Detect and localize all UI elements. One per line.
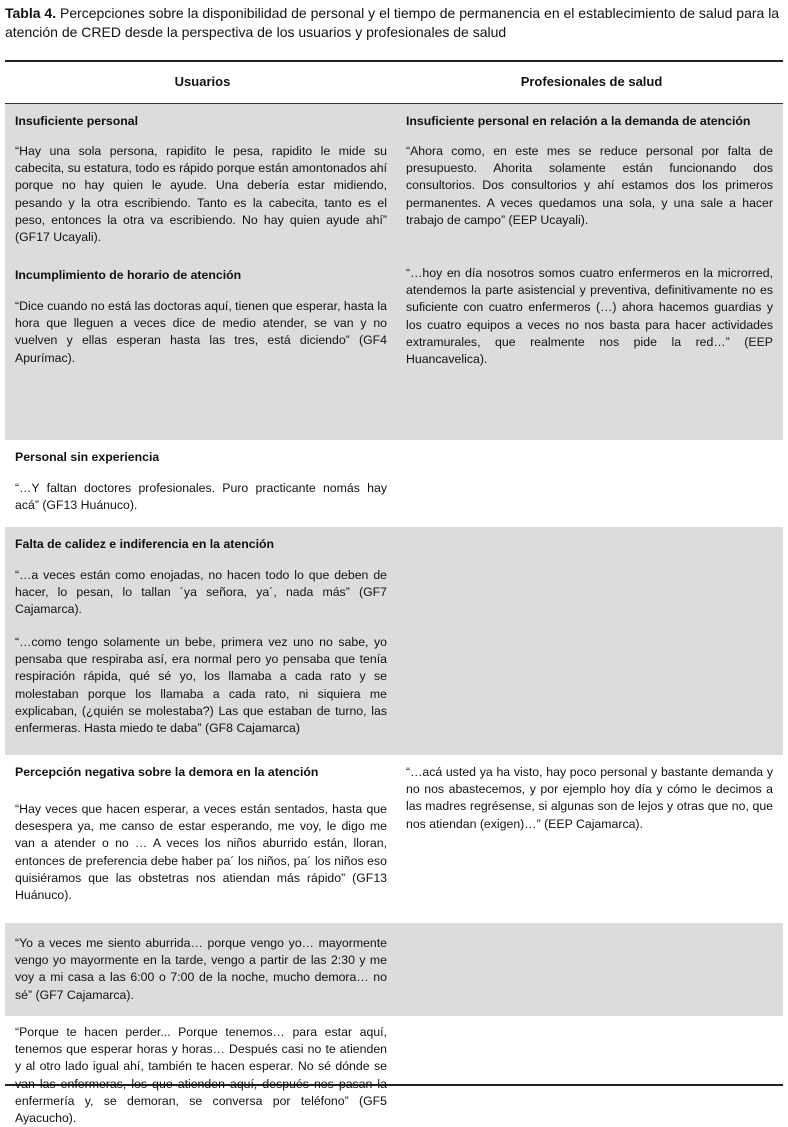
quote: “Hay una sola persona, rapidito le pesa, rapidito le mide su cabecita, su estatura, todo es rápido porque están amontonados ahí porque no hay quien le ayude. Una debería estar midiendo, pesando y la otra escribiendo. Tanto es la cabecita, tanto es el peso, entonces la otra va escribiendo. No hay quien ayude ahí” (GF17 Ucayali). bbox=[15, 144, 387, 245]
quote: “Yo a veces me siento aburrida… porque vengo yo… mayormente vengo yo mayormente en la tarde, vengo a partir de las 2:30 y me voy a mi casa a las 6:00 o 7:00 de la noche, mucho demora… no sé” (GF7 Cajamarca). bbox=[15, 936, 387, 1002]
section-heading: Personal sin experiencia bbox=[15, 450, 160, 464]
caption-text: Percepciones sobre la disponibilidad de personal y el tiempo de permanencia en el establecimiento de salud para la atención de CRED desde la perspectiva de los usuarios y profesionales de salud bbox=[5, 5, 780, 40]
header-users: Usuarios bbox=[174, 74, 231, 89]
table-header-row bbox=[5, 62, 783, 104]
header-professionals: Profesionales de salud bbox=[520, 74, 663, 89]
quote: “Hay veces que hacen esperar, a veces están sentados, hasta que desespera ya, me canso de estar esperando, me voy, le digo me van a atender o no … A veces los niños aburrido están, lloran, entonces de preferencia debe haber pa´ los niños, pa´ los niños eso quisiéramos que las obstetras nos atiendan más rápido” (GF13 Huánuco). bbox=[15, 802, 387, 903]
quote: “Ahora como, en este mes se reduce personal por falta de presupuesto. Ahorita solamente están funcionando dos consultorios. Dos consultorios y ahí estamos dos los primeros permanentes. A veces quedamos una sola, y una sale a hacer trabajo de campo” (EEP Ucayali). bbox=[406, 144, 773, 227]
section-delay-perception bbox=[5, 755, 783, 923]
quote: “Dice cuando no está las doctoras aquí, tienen que esperar, hasta la hora que lleguen a veces dice de medio atender, se van y no vuelven y ellas esperan hasta las tres, está diciendo” (GF4 Apurímac). bbox=[15, 299, 387, 365]
quote: “Porque te hacen perder... Porque tenemos… para estar aquí, tenemos que esperar horas y horas… Después casi no te atienden y al otro lado igual ahí, también te hacen esperar. No sé dónde se van las enfermeras, los que atienden aquí, después nos pasan la enfermería y, se demoran, se conversa por teléfono” (GF5 Ayacucho). bbox=[15, 1025, 387, 1126]
section-heading: Insuficiente personal en relación a la demanda de atención bbox=[406, 114, 751, 128]
perceptions-table bbox=[5, 60, 783, 1126]
section-insufficient-staff bbox=[5, 104, 783, 440]
section-heading: Insuficiente personal bbox=[15, 114, 138, 128]
section-lack-of-warmth bbox=[5, 527, 783, 755]
quote: “…Y faltan doctores profesionales. Puro practicante nomás hay acá” (GF13 Huánuco). bbox=[15, 481, 387, 513]
section-inexperienced-staff bbox=[5, 440, 783, 527]
section-heading: Percepción negativa sobre la demora en la atención bbox=[15, 765, 319, 779]
section-delay-quote-3 bbox=[5, 1016, 783, 1126]
section-heading: Incumplimiento de horario de atención bbox=[15, 268, 242, 282]
table-caption bbox=[5, 4, 785, 42]
quote: “…como tengo solamente un bebe, primera vez uno no sabe, yo pensaba que respiraba así, era normal pero yo pensaba que tenía respiración rápida, qué sé yo, los llamaba a cada rato y se molestaban porque los llamaba a cada rato, ni siquiera me explicaban, (¿quién se molestaba?) Las que estaban de turno, las enfermeras. Hasta miedo te daba” (GF8 Cajamarca) bbox=[15, 635, 387, 736]
section-delay-quote-2 bbox=[5, 923, 783, 1016]
section-heading: Falta de calidez e indiferencia en la atención bbox=[15, 537, 275, 551]
quote: “…hoy en día nosotros somos cuatro enfermeros en la microrred, atendemos la parte asistencial y preventiva, definitivamente no es suficiente con cuatro enfermeros (…) ahora hacemos guardias y los cuatro equipos a veces no nos basta para hacer actividades extramurales, que realmente nos pide la red…” (EEP Huancavelica). bbox=[406, 266, 773, 367]
quote: “…acá usted ya ha visto, hay poco personal y bastante demanda y no nos abastecemos, y por ejemplo hoy día y cómo le decimos a las madres regrésense, si algunas son de lejos y otras que no, que nos atiendan (exigen)…” (EEP Cajamarca). bbox=[406, 765, 773, 831]
quote: “…a veces están como enojadas, no hacen todo lo que deben de hacer, lo pesan, lo tallan ´ya señora, ya´, nada más” (GF7 Cajamarca). bbox=[15, 568, 387, 617]
table-label: Tabla 4. bbox=[5, 5, 57, 21]
